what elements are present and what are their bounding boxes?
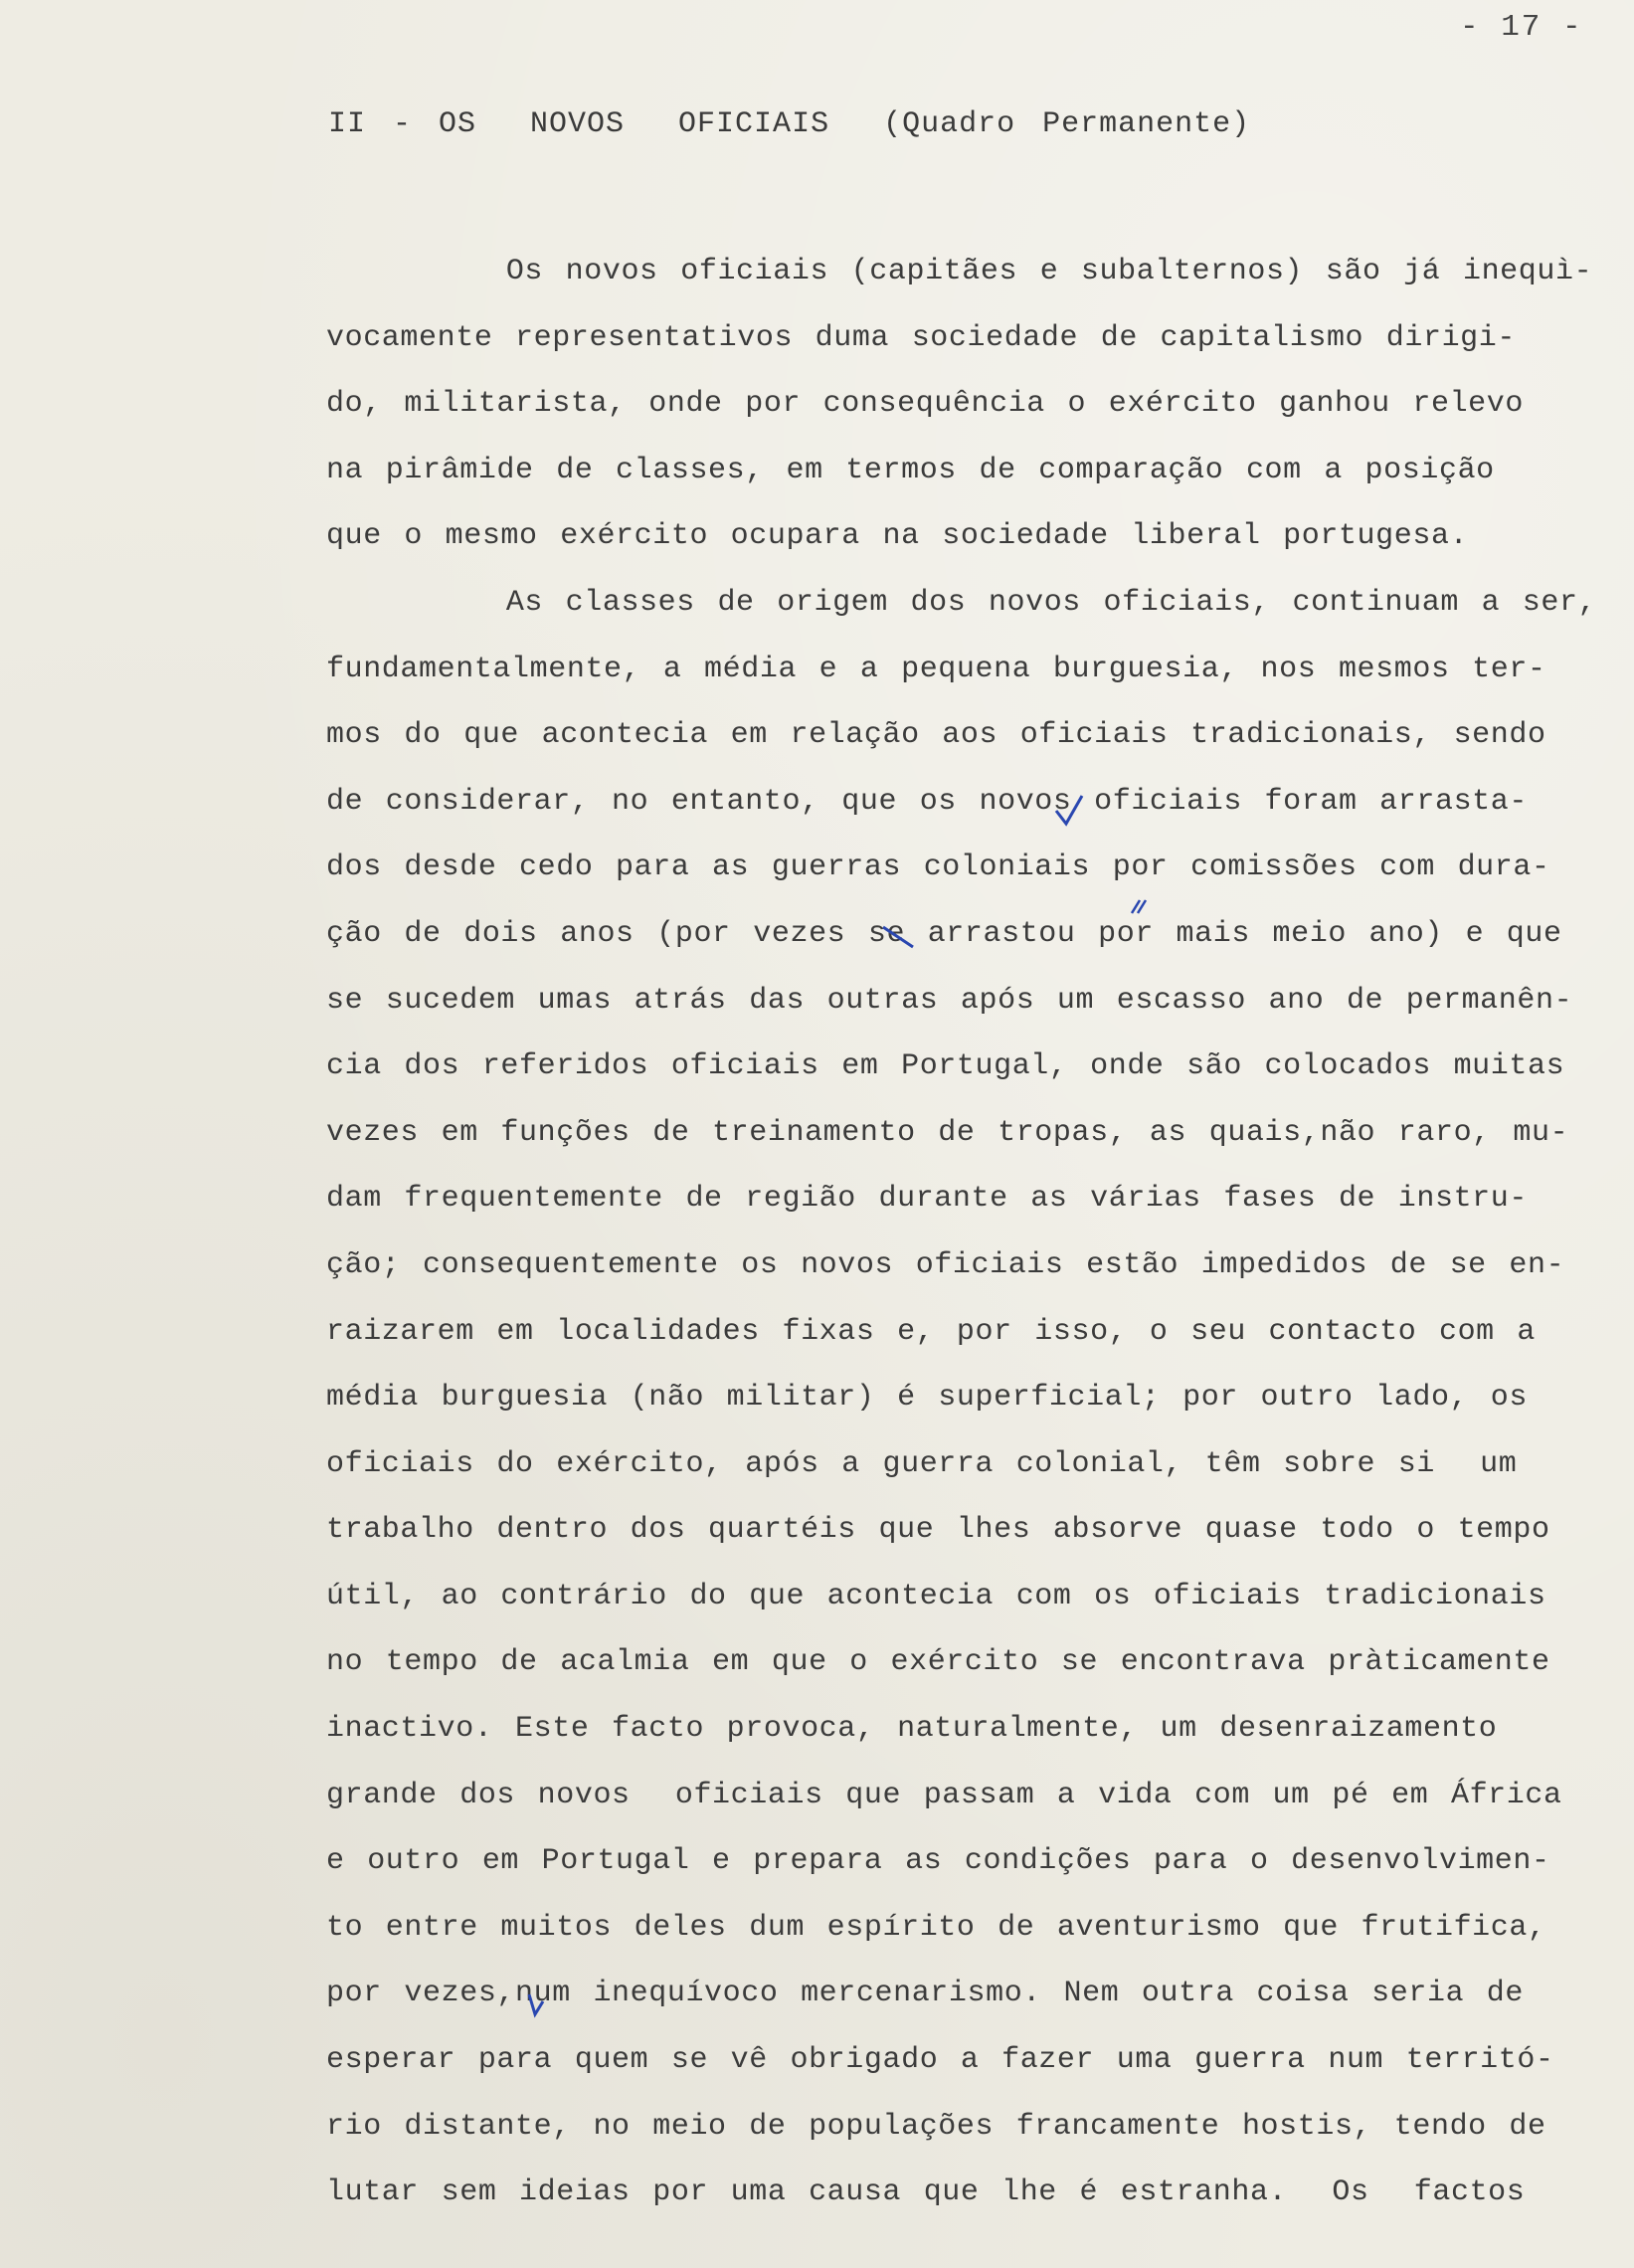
text-line: vezes em funções de treinamento de tropas, as quais,não raro, mu-	[326, 1115, 1569, 1150]
text-line: inactivo. Este facto provoca, naturalmente, um desenraizamento	[326, 1712, 1498, 1747]
text-line: mos do que acontecia em relação aos oficiais tradicionais, sendo	[326, 718, 1546, 753]
text-line: Os novos oficiais (capitães e subalternos) são já inequì-	[326, 255, 1593, 288]
text-line: raizarem em localidades fixas e, por isso, o seu contacto com a	[326, 1314, 1536, 1349]
page-number: - 17 -	[1460, 10, 1583, 45]
text-line: de considerar, no entanto, que os novos oficiais foram arrasta-	[326, 784, 1528, 819]
text-line: to entre muitos deles dum espírito de aventurismo que frutifica,	[326, 1910, 1546, 1945]
text-line: ção; consequentemente os novos oficiais estão impedidos de se en-	[326, 1247, 1565, 1282]
text-line: grande dos novos oficiais que passam a vida com um pé em África	[326, 1778, 1562, 1812]
text-line: trabalho dentro dos quartéis que lhes absorve quase todo o tempo	[326, 1513, 1550, 1548]
text-line: e outro em Portugal e prepara as condições para o desenvolvimen-	[326, 1844, 1550, 1879]
text-line: se sucedem umas atrás das outras após um escasso ano de permanên-	[326, 983, 1573, 1018]
text-line: do, militarista, onde por consequência o exército ganhou relevo	[326, 387, 1524, 422]
text-line: fundamentalmente, a média e a pequena burguesia, nos mesmos ter-	[326, 652, 1546, 686]
text-line: no tempo de acalmia em que o exército se encontrava pràticamente	[326, 1645, 1550, 1680]
section-heading: II - OS NOVOS OFICIAIS (Quadro Permanente)	[328, 107, 1251, 141]
text-line: dos desde cedo para as guerras coloniais por comissões com dura-	[326, 850, 1550, 885]
text-line: rio distante, no meio de populações francamente hostis, tendo de	[326, 2109, 1546, 2144]
text-line: ção de dois anos (por vezes se arrastou por mais meio ano) e que	[326, 916, 1562, 951]
text-line: na pirâmide de classes, em termos de comparação com a posição	[326, 453, 1495, 487]
text-line: cia dos referidos oficiais em Portugal, onde são colocados muitas	[326, 1049, 1565, 1084]
text-line: As classes de origem dos novos oficiais, continuam a ser,	[326, 585, 1597, 620]
text-line: oficiais do exército, após a guerra colonial, têm sobre si um	[326, 1446, 1518, 1481]
text-line: por vezes,num inequívoco mercenarismo. Nem outra coisa seria de	[326, 1977, 1524, 2011]
body-text	[326, 239, 1619, 2226]
text-line: esperar para quem se vê obrigado a fazer uma guerra num territó-	[326, 2043, 1554, 2078]
text-line: que o mesmo exército ocupara na sociedade liberal portugesa.	[326, 519, 1469, 554]
text-line: útil, ao contrário do que acontecia com os oficiais tradicionais	[326, 1579, 1546, 1613]
text-line: vocamente representativos duma sociedade de capitalismo dirigi-	[326, 320, 1516, 355]
text-line: dam frequentemente de região durante as várias fases de instru-	[326, 1182, 1528, 1217]
text-line: média burguesia (não militar) é superficial; por outro lado, os	[326, 1381, 1528, 1416]
text-line: lutar sem ideias por uma causa que lhe é estranha. Os factos	[326, 2175, 1526, 2210]
